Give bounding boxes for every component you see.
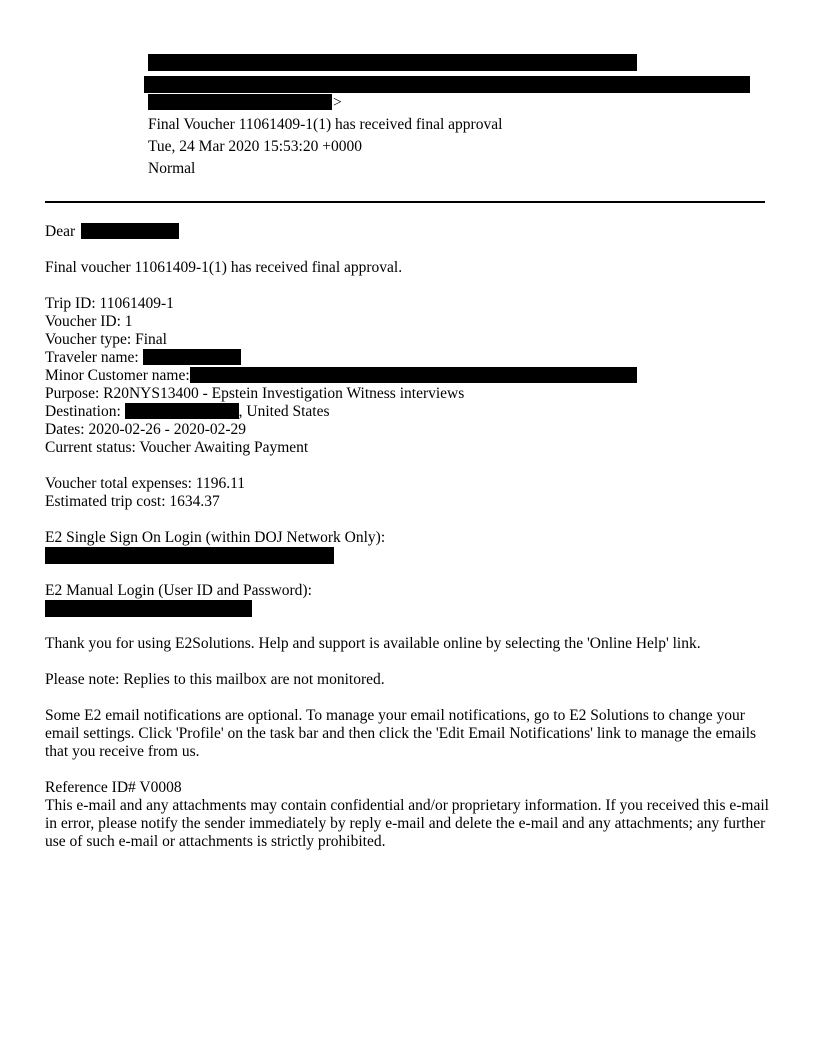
confidentiality-notice: This e-mail and any attachments may contain confidential and/or proprietary information. If you received this e-mail in error, please notify the sender immediately by reply e-mail and delete the e-mail and any attachments; any further use of such e-mail or attachments is strictly prohibited. bbox=[45, 797, 769, 850]
to-redaction-line1 bbox=[144, 76, 750, 93]
current-status: Current status: Voucher Awaiting Payment bbox=[45, 439, 309, 456]
to-suffix: > bbox=[333, 94, 342, 111]
purpose: Purpose: R20NYS13400 - Epstein Investigation Witness interviews bbox=[45, 385, 465, 402]
importance-value: Normal bbox=[148, 160, 196, 177]
note-paragraph bbox=[45, 671, 771, 689]
sso-login-section bbox=[45, 529, 771, 564]
traveler-name-redaction bbox=[143, 349, 241, 365]
intro-text: Final voucher 11061409-1(1) has received final approval. bbox=[45, 259, 403, 276]
manual-label: E2 Manual Login (User ID and Password): bbox=[45, 582, 312, 599]
destination-redaction bbox=[125, 403, 239, 419]
minor-customer-redaction bbox=[190, 367, 637, 383]
date-value: Tue, 24 Mar 2020 15:53:20 +0000 bbox=[148, 138, 362, 155]
optional-notice-paragraph: Some E2 email notifications are optional. To manage your email notifications, go to E2 Solutions to change your email settings. Click 'Profile' on the task bar and then click the 'Edit Email Notifications' link to manage the emails that you receive from us. bbox=[45, 707, 757, 760]
dates: Dates: 2020-02-26 - 2020-02-29 bbox=[45, 421, 247, 438]
to-redaction-line2 bbox=[148, 94, 332, 110]
voucher-type: Voucher type: Final bbox=[45, 331, 167, 348]
recipient-name-redaction bbox=[81, 223, 179, 239]
trip-details bbox=[45, 295, 771, 457]
cost-summary bbox=[45, 475, 771, 511]
header-divider bbox=[45, 201, 765, 203]
note-text: Please note: Replies to this mailbox are not monitored. bbox=[45, 671, 385, 688]
minor-customer-label: Minor Customer name: bbox=[45, 367, 190, 384]
thank-you-paragraph bbox=[45, 635, 771, 653]
greeting-text: Dear bbox=[45, 223, 76, 240]
destination-row bbox=[45, 403, 771, 421]
greeting bbox=[45, 223, 771, 241]
thank-you-text: Thank you for using E2Solutions. Help and support is available online by selecting the 'Online Help' link. bbox=[45, 635, 701, 652]
destination-suffix: , United States bbox=[238, 403, 330, 420]
intro-paragraph bbox=[45, 259, 771, 277]
manual-link-redaction bbox=[45, 600, 252, 617]
traveler-name-label: Traveler name: bbox=[45, 349, 139, 366]
subject-value: Final Voucher 11061409-1(1) has received final approval bbox=[148, 116, 503, 133]
sso-link-redaction bbox=[45, 547, 334, 564]
voucher-id: Voucher ID: 1 bbox=[45, 313, 133, 330]
manual-login-section bbox=[45, 582, 771, 617]
sso-label: E2 Single Sign On Login (within DOJ Network Only): bbox=[45, 529, 386, 546]
trip-id: Trip ID: 11061409-1 bbox=[45, 295, 174, 312]
minor-customer-row bbox=[45, 367, 771, 385]
reference-id: Reference ID# V0008 bbox=[45, 779, 182, 796]
estimated-cost: Estimated trip cost: 1634.37 bbox=[45, 493, 220, 510]
traveler-name-row bbox=[45, 349, 771, 367]
footer-section bbox=[45, 779, 771, 851]
email-body bbox=[45, 223, 771, 851]
from-redaction bbox=[148, 54, 637, 71]
voucher-total: Voucher total expenses: 1196.11 bbox=[45, 475, 246, 492]
destination-label: Destination: bbox=[45, 403, 121, 420]
